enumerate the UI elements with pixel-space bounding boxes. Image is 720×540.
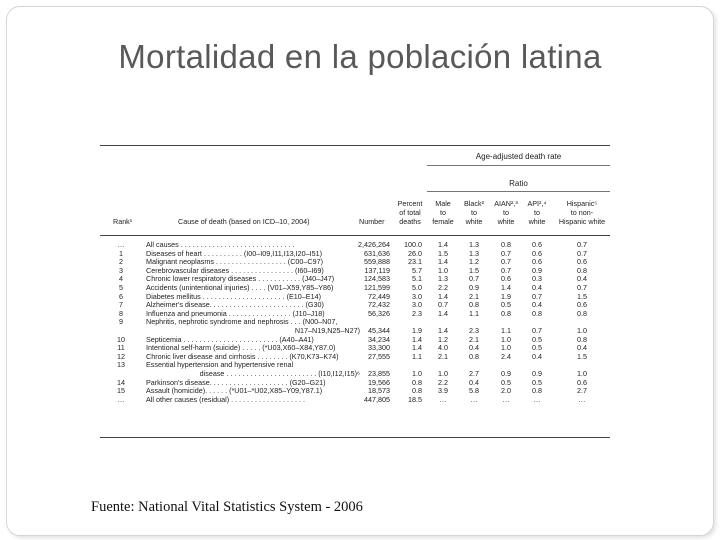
cell-percent: 5.0 xyxy=(412,283,422,292)
cell-hispanic-white: 0.6 xyxy=(577,300,587,310)
cell-number: 124,583 xyxy=(364,274,390,284)
cell-api-white: 0.8 xyxy=(532,386,542,396)
cell-rank: 15 xyxy=(117,386,125,396)
cell-percent: 2.3 xyxy=(412,308,422,318)
cell-number: 56,326 xyxy=(368,308,390,318)
col-hispanic-header-1: Hispanic⁵ xyxy=(566,199,598,208)
cell-black-white: 0.8 xyxy=(469,351,479,361)
cell-number: 121,599 xyxy=(364,283,390,292)
age-adjusted-header: Age-adjusted death rate xyxy=(475,152,562,161)
ratio-header-rule xyxy=(427,191,610,192)
cell-number: 45,344 xyxy=(368,326,390,335)
cell-rank: … xyxy=(117,394,125,404)
col-cause-header: Cause of death (based on ICD–10, 2004) xyxy=(178,217,310,226)
cell-aian-white: 0.7 xyxy=(501,248,511,258)
cell-cause: Assault (homicide). . . . . . (*U01–*U02,X85–Y09,Y87.1) xyxy=(146,386,323,396)
cell-male-female: 1.4 xyxy=(438,326,448,335)
cell-number: 631,636 xyxy=(364,248,390,258)
cell-rank: 12 xyxy=(117,351,125,361)
col-aian-header-1: AIAN²,³ xyxy=(494,199,518,208)
cell-cause: Intentional self-harm (suicide) . . . . . (*U03,X60–X84,Y87.0) xyxy=(146,343,336,353)
cell-cause: Parkinson's disease. . . . . . . . . . . . . . . . . . . . (G20–G21) xyxy=(146,377,326,387)
cell-black-white: 1.1 xyxy=(469,308,479,318)
cell-aian-white: 0.8 xyxy=(501,240,511,249)
cell-number: 33,300 xyxy=(368,343,390,353)
cell-male-female: 1.4 xyxy=(438,291,448,301)
cell-aian-white: 0.9 xyxy=(501,369,511,378)
col-api-header-3: white xyxy=(528,217,546,226)
cell-rank: 2 xyxy=(119,257,123,267)
cell-percent: 1.4 xyxy=(412,343,422,353)
cell-male-female: 1.2 xyxy=(438,334,448,344)
cell-api-white: 0.9 xyxy=(532,369,542,378)
mortality-table xyxy=(100,145,610,440)
cell-rank: 14 xyxy=(117,377,125,387)
cell-percent: 5.1 xyxy=(412,274,422,284)
cell-black-white: 2.7 xyxy=(469,369,479,378)
cell-percent: 1.9 xyxy=(412,326,422,335)
cell-number: 137,119 xyxy=(364,265,390,275)
cell-number: 34,234 xyxy=(368,334,390,344)
cell-hispanic-white: 0.8 xyxy=(577,265,587,275)
cell-male-female: 0.7 xyxy=(438,300,448,310)
cell-aian-white: 2.0 xyxy=(501,386,511,396)
cell-cause: Septicemia . . . . . . . . . . . . . . . . . . . . . . . . (A40–A41) xyxy=(146,334,314,344)
cell-aian-white: … xyxy=(502,394,510,404)
cell-aian-white: 1.0 xyxy=(501,334,511,344)
cell-api-white: 0.4 xyxy=(532,351,542,361)
cell-male-female: 1.4 xyxy=(438,240,448,249)
cell-api-white: 0.7 xyxy=(532,326,542,335)
cell-aian-white: 1.1 xyxy=(501,326,511,335)
cell-male-female: 2.2 xyxy=(438,283,448,292)
cell-hispanic-white: 0.7 xyxy=(577,283,587,292)
col-black-header-1: Black² xyxy=(464,199,484,208)
cell-percent: 100.0 xyxy=(404,240,422,249)
cell-percent: 23.1 xyxy=(408,257,422,267)
cell-male-female: 1.0 xyxy=(438,265,448,275)
cell-rank: 4 xyxy=(119,274,123,284)
cell-black-white: 0.4 xyxy=(469,343,479,353)
header-bottom-rule xyxy=(100,235,610,236)
cell-api-white: 0.6 xyxy=(532,240,542,249)
cell-rank: 5 xyxy=(119,283,123,292)
col-api-header-1: API²,⁴ xyxy=(527,199,547,208)
col-percent-header-1: Percent xyxy=(397,199,423,208)
cell-api-white: 0.5 xyxy=(532,343,542,353)
cell-aian-white: 0.6 xyxy=(501,274,511,284)
cell-api-white: 0.6 xyxy=(532,257,542,267)
cell-cause: Cerebrovascular diseases . . . . . . . . . . . . . . . . (I60–I69) xyxy=(146,265,324,275)
cell-number: 18,573 xyxy=(368,386,390,396)
cell-hispanic-white: 0.4 xyxy=(577,343,587,353)
cell-number: 72,432 xyxy=(368,300,390,310)
cell-black-white: 2.1 xyxy=(469,291,479,301)
cell-api-white: 0.3 xyxy=(532,274,542,284)
cell-api-white: 0.4 xyxy=(532,283,542,292)
cell-api-white: 0.4 xyxy=(532,300,542,310)
cell-number: 2,426,264 xyxy=(358,240,390,249)
cell-aian-white: 0.7 xyxy=(501,265,511,275)
cell-aian-white: 0.5 xyxy=(501,377,511,387)
cell-rank: 3 xyxy=(119,265,123,275)
table-top-rule xyxy=(100,145,610,146)
ratio-header: Ratio xyxy=(509,179,528,188)
cell-black-white: 2.3 xyxy=(469,326,479,335)
cell-api-white: … xyxy=(533,394,541,404)
cell-percent: 1.1 xyxy=(412,351,422,361)
cell-percent: 1.0 xyxy=(412,369,422,378)
cell-number: 19,566 xyxy=(368,377,390,387)
cell-rank: 10 xyxy=(117,334,125,344)
cell-percent: 0.8 xyxy=(412,377,422,387)
cell-black-white: 1.3 xyxy=(469,240,479,249)
cell-cause-continued: disease . . . . . . . . . . . . . . . . . . . . . . . (I10,I12,I15)⁶ xyxy=(199,369,360,378)
cell-api-white: 0.5 xyxy=(532,377,542,387)
col-percent-header-3: deaths xyxy=(399,217,421,226)
cell-cause: Essential hypertension and hypertensive renal xyxy=(146,360,294,370)
col-api-header-2: to xyxy=(534,208,540,217)
cell-cause: Chronic lower respiratory diseases . . . . . . . . . . . (J40–J47) xyxy=(146,274,335,284)
cell-aian-white: 0.5 xyxy=(501,300,511,310)
cell-api-white: 0.7 xyxy=(532,291,542,301)
col-hispanic-header-3: Hispanic white xyxy=(558,217,606,226)
cell-rank: … xyxy=(117,240,125,249)
cell-male-female: 1.3 xyxy=(438,274,448,284)
cell-black-white: 0.7 xyxy=(469,274,479,284)
group-header-rule xyxy=(427,165,610,166)
cell-male-female: 2.1 xyxy=(438,351,448,361)
cell-number: 23,855 xyxy=(368,369,390,378)
cell-black-white: 2.1 xyxy=(469,334,479,344)
cell-hispanic-white: 1.0 xyxy=(577,369,587,378)
cell-cause: Diseases of heart . . . . . . . . . . (I00–I09,I11,I13,I20–I51) xyxy=(146,248,323,258)
cell-male-female: 1.5 xyxy=(438,248,448,258)
cell-black-white: 5.8 xyxy=(469,386,479,396)
cell-percent: 26.0 xyxy=(408,248,422,258)
cell-rank: 6 xyxy=(119,291,123,301)
cell-hispanic-white: 0.6 xyxy=(577,257,587,267)
cell-cause-continued: N17–N19,N25–N27) xyxy=(294,326,360,335)
cell-percent: 1.4 xyxy=(412,334,422,344)
cell-percent: 0.8 xyxy=(412,386,422,396)
cell-rank: 8 xyxy=(119,308,123,318)
cell-male-female: … xyxy=(439,394,447,404)
cell-number: 447,805 xyxy=(364,394,390,404)
cell-male-female: 1.4 xyxy=(438,308,448,318)
cell-male-female: 2.2 xyxy=(438,377,448,387)
col-rank-header: Rank¹ xyxy=(113,217,133,226)
cell-hispanic-white: 1.5 xyxy=(577,351,587,361)
cell-aian-white: 0.8 xyxy=(501,308,511,318)
cell-rank: 7 xyxy=(119,300,123,310)
cell-aian-white: 2.4 xyxy=(501,351,511,361)
cell-hispanic-white: 1.5 xyxy=(577,291,587,301)
cell-male-female: 3.9 xyxy=(438,386,448,396)
cell-hispanic-white: 1.0 xyxy=(577,326,587,335)
cell-number: 72,449 xyxy=(368,291,390,301)
cell-cause: Alzheimer's disease. . . . . . . . . . . . . . . . . . . . . . . . (G30) xyxy=(146,300,324,310)
cell-hispanic-white: 0.7 xyxy=(577,248,587,258)
col-number-header: Number xyxy=(359,217,385,226)
cell-rank: 1 xyxy=(119,248,123,258)
cell-hispanic-white: 0.4 xyxy=(577,274,587,284)
cell-cause: Accidents (unintentional injuries) . . . . (V01–X59,Y85–Y86) xyxy=(146,283,334,292)
cell-cause: Malignant neoplasms . . . . . . . . . . . . . . . . . . (C00–C97) xyxy=(146,257,323,267)
cell-percent: 3.0 xyxy=(412,300,422,310)
cell-hispanic-white: 0.7 xyxy=(577,240,587,249)
cell-number: 559,888 xyxy=(364,257,390,267)
cell-black-white: 1.3 xyxy=(469,248,479,258)
cell-api-white: 0.6 xyxy=(532,248,542,258)
table-bottom-rule xyxy=(100,437,610,438)
col-male-header-3: female xyxy=(432,217,454,226)
cell-hispanic-white: 0.8 xyxy=(577,334,587,344)
cell-male-female: 1.4 xyxy=(438,257,448,267)
cell-cause: Chronic liver disease and cirrhosis . . . . . . . . (K70,K73–K74) xyxy=(146,351,339,361)
col-black-header-3: white xyxy=(465,217,483,226)
cell-hispanic-white: 0.6 xyxy=(577,377,587,387)
col-male-header-1: Male xyxy=(435,199,451,208)
cell-api-white: 0.9 xyxy=(532,265,542,275)
col-black-header-2: to xyxy=(471,208,477,217)
cell-black-white: 0.9 xyxy=(469,283,479,292)
col-aian-header-3: white xyxy=(497,217,515,226)
cell-black-white: 1.2 xyxy=(469,257,479,267)
cell-hispanic-white: 0.8 xyxy=(577,308,587,318)
cell-cause: All other causes (residual) . . . . . . . . . . . . . . . . . . . xyxy=(146,394,305,404)
cell-aian-white: 1.9 xyxy=(501,291,511,301)
cell-black-white: 0.8 xyxy=(469,300,479,310)
cell-hispanic-white: … xyxy=(578,394,586,404)
source-note: Fuente: National Vital Statistics System - 2006 xyxy=(91,499,363,515)
col-hispanic-header-2: to non- xyxy=(570,208,594,217)
cell-male-female: 4.0 xyxy=(438,343,448,353)
cell-black-white: … xyxy=(470,394,478,404)
cell-rank: 11 xyxy=(117,343,125,353)
cell-aian-white: 1.0 xyxy=(501,343,511,353)
cell-black-white: 0.4 xyxy=(469,377,479,387)
slide-title: Mortalidad en la población latina xyxy=(118,38,602,75)
col-male-header-2: to xyxy=(440,208,446,217)
cell-percent: 3.0 xyxy=(412,291,422,301)
cell-cause: Diabetes mellitus . . . . . . . . . . . . . . . . . . . . . (E10–E14) xyxy=(146,291,321,301)
cell-percent: 5.7 xyxy=(412,265,422,275)
cell-api-white: 0.5 xyxy=(532,334,542,344)
cell-rank: 9 xyxy=(119,317,123,327)
cell-aian-white: 0.7 xyxy=(501,257,511,267)
cell-rank: 13 xyxy=(117,360,125,370)
cell-cause: Nephritis, nephrotic syndrome and nephrosis . . . (N00–N07, xyxy=(146,317,338,327)
cell-black-white: 1.5 xyxy=(469,265,479,275)
cell-hispanic-white: 2.7 xyxy=(577,386,587,396)
cell-percent: 18.5 xyxy=(408,394,422,404)
cell-aian-white: 1.4 xyxy=(501,283,511,292)
col-percent-header-2: of total xyxy=(399,208,421,217)
cell-cause: Influenza and pneumonia . . . . . . . . . . . . . . . . (J10–J18) xyxy=(146,308,325,318)
cell-cause: All causes . . . . . . . . . . . . . . . . . . . . . . . . . . . . . xyxy=(146,240,295,249)
col-aian-header-2: to xyxy=(503,208,509,217)
cell-api-white: 0.8 xyxy=(532,308,542,318)
cell-male-female: 1.0 xyxy=(438,369,448,378)
cell-number: 27,555 xyxy=(368,351,390,361)
